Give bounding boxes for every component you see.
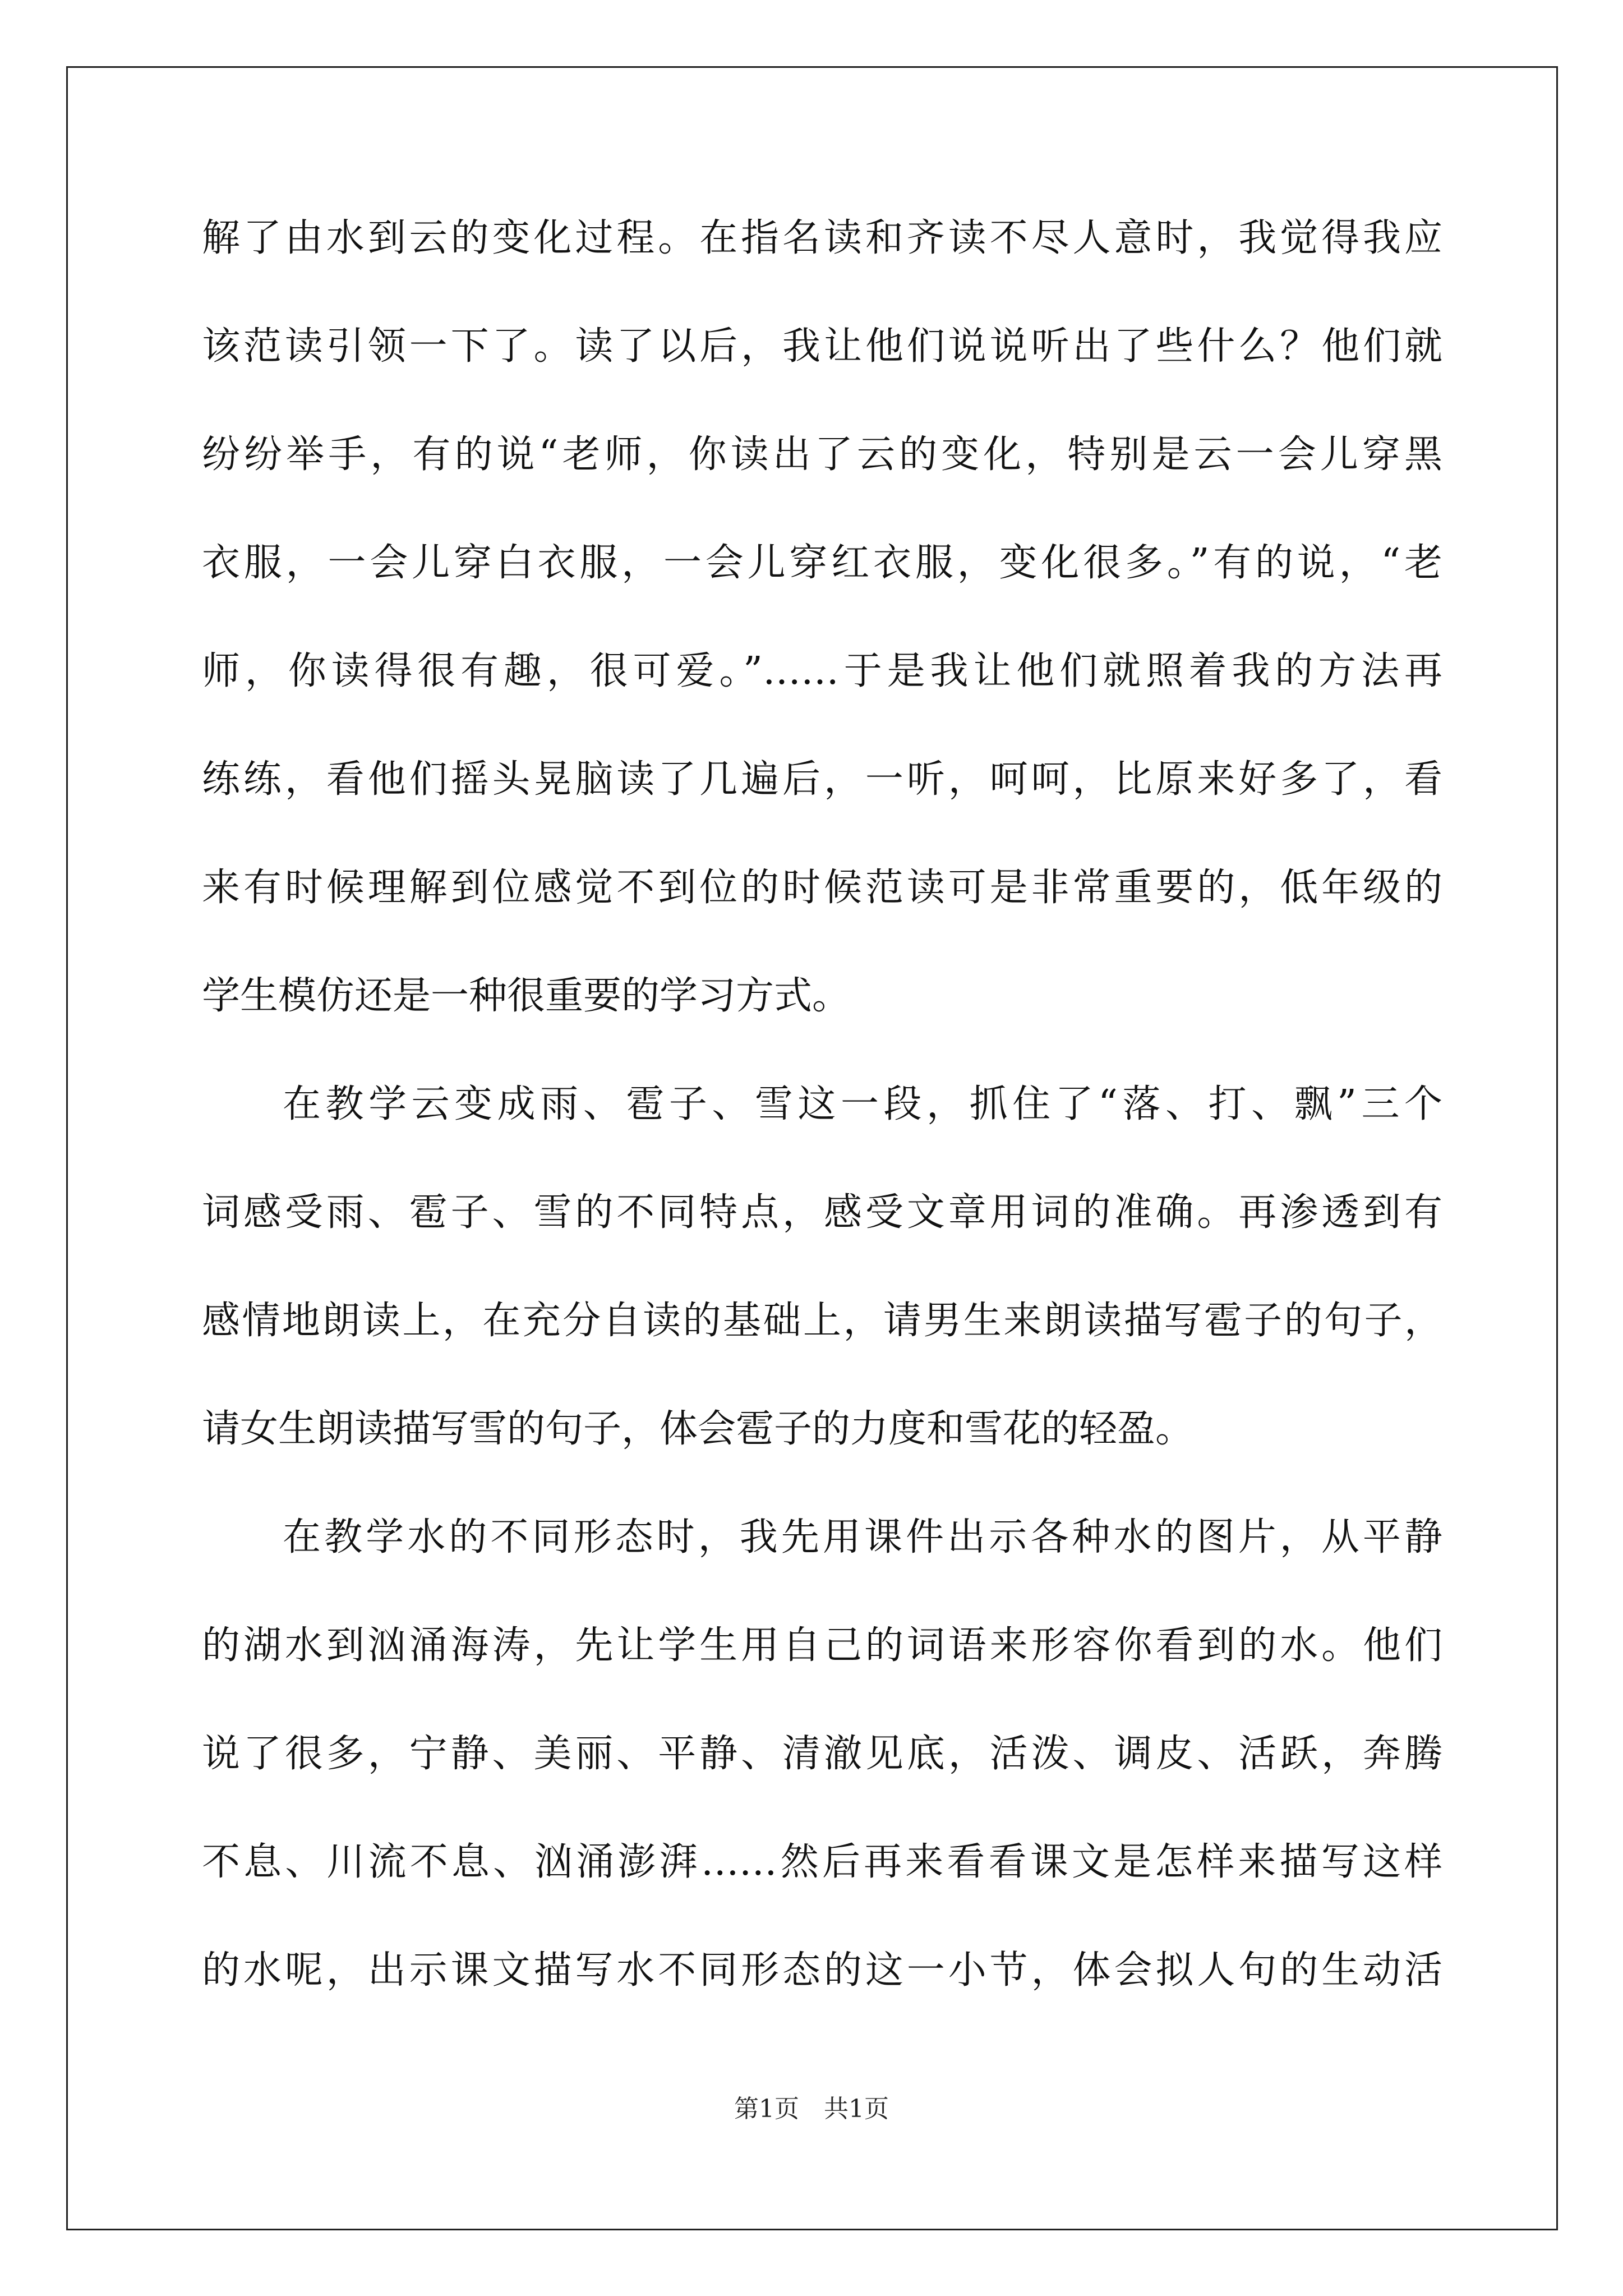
text-line: 感情地朗读上，在充分自读的基础上，请男生来朗读描写雹子的句子， xyxy=(202,1299,1442,1343)
text-line: 纷纷举手，有的说“老师，你读出了云的变化，特别是云一会儿穿黑 xyxy=(202,432,1442,477)
text-line: 衣服，一会儿穿白衣服，一会儿穿红衣服，变化很多。”有的说，“老 xyxy=(202,541,1442,585)
paragraph-start-line: 在教学云变成雨、雹子、雪这一段，抓住了“落、打、飘”三个 xyxy=(283,1082,1442,1126)
paragraph-start-line: 在教学水的不同形态时，我先用课件出示各种水的图片，从平静 xyxy=(283,1515,1442,1559)
text-line: 的湖水到汹涌海涛，先让学生用自己的词语来形容你看到的水。他们 xyxy=(202,1623,1442,1668)
text-line: 解了由水到云的变化过程。在指名读和齐读不尽人意时，我觉得我应 xyxy=(202,216,1442,260)
text-line: 学生模仿还是一种很重要的学习方式。 xyxy=(202,974,851,1018)
text-line: 来有时候理解到位感觉不到位的时候范读可是非常重要的，低年级的 xyxy=(202,866,1442,910)
text-line: 说了很多，宁静、美丽、平静、清澈见底，活泼、调皮、活跃，奔腾 xyxy=(202,1732,1442,1776)
text-line: 师，你读得很有趣，很可爱。”……于是我让他们就照着我的方法再 xyxy=(202,649,1442,693)
document-body xyxy=(202,216,1442,2056)
page-number-footer: 第1页 共1页 xyxy=(734,2095,889,2123)
text-line: 请女生朗读描写雪的句子，体会雹子的力度和雪花的轻盈。 xyxy=(202,1407,1194,1451)
text-line: 的水呢，出示课文描写水不同形态的这一小节，体会拟人句的生动活 xyxy=(202,1948,1442,1993)
text-line: 该范读引领一下了。读了以后，我让他们说说听出了些什么？他们就 xyxy=(202,324,1442,369)
text-line: 练练，看他们摇头晃脑读了几遍后，一听，呵呵，比原来好多了，看 xyxy=(202,757,1442,802)
text-line: 词感受雨、雹子、雪的不同特点，感受文章用词的准确。再渗透到有 xyxy=(202,1190,1442,1235)
text-line: 不息、川流不息、汹涌澎湃……然后再来看看课文是怎样来描写这样 xyxy=(202,1840,1442,1884)
